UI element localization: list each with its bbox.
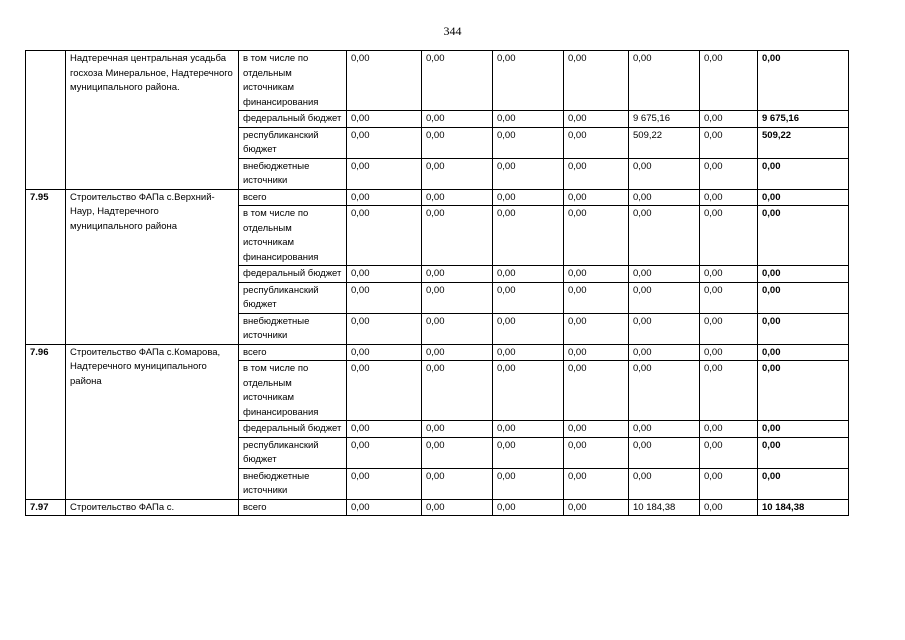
total-cell: 9 675,16 (758, 111, 849, 128)
funding-source-cell: в том числе по отдельным источникам финансирования (239, 51, 347, 111)
funding-source-cell: федеральный бюджет (239, 421, 347, 438)
value-cell: 0,00 (564, 189, 629, 206)
value-cell: 0,00 (493, 499, 564, 516)
value-cell: 0,00 (422, 361, 493, 421)
value-cell: 0,00 (493, 361, 564, 421)
value-cell: 0,00 (700, 344, 758, 361)
total-cell: 0,00 (758, 437, 849, 468)
value-cell: 0,00 (700, 499, 758, 516)
table-row (26, 51, 849, 111)
value-cell: 0,00 (493, 189, 564, 206)
value-cell: 10 184,38 (629, 499, 700, 516)
value-cell: 0,00 (564, 266, 629, 283)
value-cell: 0,00 (493, 127, 564, 158)
value-cell: 0,00 (564, 158, 629, 189)
value-cell: 0,00 (493, 158, 564, 189)
value-cell: 0,00 (422, 499, 493, 516)
value-cell: 0,00 (700, 189, 758, 206)
funding-source-cell: федеральный бюджет (239, 266, 347, 283)
total-cell: 10 184,38 (758, 499, 849, 516)
funding-source-cell: всего (239, 189, 347, 206)
value-cell: 0,00 (347, 421, 422, 438)
page-number: 344 (443, 24, 462, 38)
total-cell: 0,00 (758, 206, 849, 266)
item-name-cell: Строительство ФАПа с.Верхний-Наур, Надтеречного муниципального района (66, 189, 239, 344)
value-cell: 0,00 (422, 282, 493, 313)
table-row (26, 499, 849, 516)
item-number-cell: 7.95 (26, 189, 66, 344)
total-cell: 0,00 (758, 344, 849, 361)
value-cell: 0,00 (564, 421, 629, 438)
total-cell: 0,00 (758, 361, 849, 421)
value-cell: 0,00 (629, 361, 700, 421)
value-cell: 0,00 (422, 468, 493, 499)
value-cell: 509,22 (629, 127, 700, 158)
funding-source-cell: всего (239, 344, 347, 361)
funding-source-cell: республиканский бюджет (239, 282, 347, 313)
value-cell: 0,00 (422, 189, 493, 206)
value-cell: 0,00 (347, 282, 422, 313)
value-cell: 0,00 (564, 206, 629, 266)
value-cell: 0,00 (347, 127, 422, 158)
value-cell: 0,00 (700, 266, 758, 283)
value-cell: 0,00 (564, 313, 629, 344)
value-cell: 0,00 (629, 468, 700, 499)
value-cell: 0,00 (700, 206, 758, 266)
table-body (26, 51, 849, 516)
funding-source-cell: республиканский бюджет (239, 127, 347, 158)
funding-source-cell: внебюджетные источники (239, 468, 347, 499)
total-cell: 0,00 (758, 468, 849, 499)
value-cell: 0,00 (700, 313, 758, 344)
value-cell: 0,00 (564, 51, 629, 111)
value-cell: 0,00 (629, 206, 700, 266)
value-cell: 0,00 (422, 206, 493, 266)
value-cell: 0,00 (347, 266, 422, 283)
item-name-cell: Надтеречная центральная усадьба госхоза Минеральное, Надтеречного муниципального района. (66, 51, 239, 190)
item-number-cell: 7.97 (26, 499, 66, 516)
total-cell: 0,00 (758, 282, 849, 313)
funding-source-cell: в том числе по отдельным источникам финансирования (239, 206, 347, 266)
value-cell: 0,00 (347, 313, 422, 344)
total-cell: 0,00 (758, 313, 849, 344)
value-cell: 0,00 (629, 51, 700, 111)
item-number-cell (26, 51, 66, 190)
value-cell: 0,00 (347, 437, 422, 468)
value-cell: 0,00 (700, 437, 758, 468)
value-cell: 0,00 (347, 158, 422, 189)
value-cell: 0,00 (700, 361, 758, 421)
value-cell: 0,00 (347, 51, 422, 111)
value-cell: 0,00 (700, 111, 758, 128)
value-cell: 0,00 (422, 437, 493, 468)
funding-source-cell: федеральный бюджет (239, 111, 347, 128)
value-cell: 0,00 (700, 51, 758, 111)
total-cell: 0,00 (758, 158, 849, 189)
value-cell: 0,00 (629, 266, 700, 283)
value-cell: 0,00 (493, 313, 564, 344)
value-cell: 0,00 (564, 468, 629, 499)
total-cell: 0,00 (758, 51, 849, 111)
value-cell: 0,00 (493, 421, 564, 438)
value-cell: 0,00 (629, 282, 700, 313)
value-cell: 0,00 (564, 127, 629, 158)
total-cell: 0,00 (758, 189, 849, 206)
value-cell: 0,00 (564, 344, 629, 361)
value-cell: 0,00 (347, 344, 422, 361)
value-cell: 0,00 (629, 421, 700, 438)
table-row (26, 344, 849, 361)
total-cell: 0,00 (758, 421, 849, 438)
value-cell: 0,00 (700, 158, 758, 189)
item-name-cell: Строительство ФАПа с.Комарова, Надтеречного муниципального района (66, 344, 239, 499)
value-cell: 0,00 (700, 282, 758, 313)
total-cell: 509,22 (758, 127, 849, 158)
value-cell: 9 675,16 (629, 111, 700, 128)
value-cell: 0,00 (347, 499, 422, 516)
value-cell: 0,00 (347, 361, 422, 421)
value-cell: 0,00 (493, 468, 564, 499)
value-cell: 0,00 (422, 266, 493, 283)
value-cell: 0,00 (629, 189, 700, 206)
value-cell: 0,00 (493, 51, 564, 111)
value-cell: 0,00 (564, 361, 629, 421)
value-cell: 0,00 (493, 282, 564, 313)
value-cell: 0,00 (629, 437, 700, 468)
total-cell: 0,00 (758, 266, 849, 283)
funding-source-cell: внебюджетные источники (239, 158, 347, 189)
value-cell: 0,00 (347, 468, 422, 499)
value-cell: 0,00 (700, 421, 758, 438)
value-cell: 0,00 (564, 499, 629, 516)
value-cell: 0,00 (422, 313, 493, 344)
value-cell: 0,00 (493, 344, 564, 361)
value-cell: 0,00 (629, 158, 700, 189)
value-cell: 0,00 (700, 127, 758, 158)
budget-table (25, 50, 849, 516)
value-cell: 0,00 (564, 111, 629, 128)
value-cell: 0,00 (347, 189, 422, 206)
funding-source-cell: республиканский бюджет (239, 437, 347, 468)
value-cell: 0,00 (422, 421, 493, 438)
table-row (26, 189, 849, 206)
value-cell: 0,00 (564, 437, 629, 468)
value-cell: 0,00 (564, 282, 629, 313)
value-cell: 0,00 (422, 158, 493, 189)
value-cell: 0,00 (629, 344, 700, 361)
value-cell: 0,00 (493, 437, 564, 468)
value-cell: 0,00 (493, 206, 564, 266)
funding-source-cell: в том числе по отдельным источникам финансирования (239, 361, 347, 421)
value-cell: 0,00 (347, 206, 422, 266)
item-name-cell: Строительство ФАПа с. (66, 499, 239, 516)
funding-source-cell: всего (239, 499, 347, 516)
value-cell: 0,00 (493, 266, 564, 283)
value-cell: 0,00 (422, 127, 493, 158)
value-cell: 0,00 (422, 111, 493, 128)
value-cell: 0,00 (629, 313, 700, 344)
value-cell: 0,00 (347, 111, 422, 128)
item-number-cell: 7.96 (26, 344, 66, 499)
value-cell: 0,00 (700, 468, 758, 499)
value-cell: 0,00 (422, 51, 493, 111)
value-cell: 0,00 (422, 344, 493, 361)
value-cell: 0,00 (493, 111, 564, 128)
funding-source-cell: внебюджетные источники (239, 313, 347, 344)
